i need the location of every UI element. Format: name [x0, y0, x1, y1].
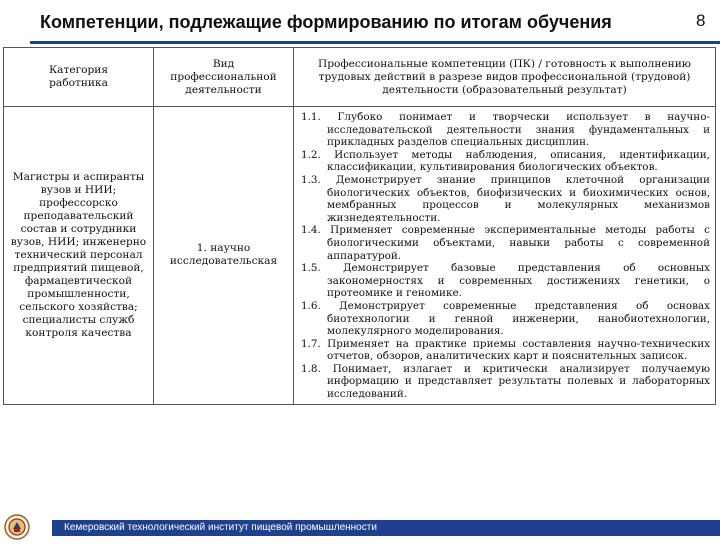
column-header-competencies: Профессиональные компетенции (ПК) / готовность к выполнению трудовых действий в разрезе видов профессиональной (трудовой) деятельности (образовательный результат) — [294, 48, 716, 107]
competency-item: 1.6. Демонстрирует современные представления об основах биотехнологии и генной инженерии, нанобиотехнологии, молекулярного моделирования. — [301, 299, 710, 338]
page-number: 8 — [696, 11, 706, 30]
competencies-cell — [294, 107, 716, 405]
competency-item: 1.5. Демонстрирует базовые представления об основных закономерностях и современных достижениях генетики, о протеомике и геномике. — [301, 262, 710, 300]
table-row — [4, 107, 716, 405]
competency-item: 1.7. Применяет на практике приемы составления научно-технических отчетов, обзоров, аналитических карт и пояснительных записок. — [301, 337, 710, 363]
column-header-activity: Вид профессиональной деятельности — [154, 48, 294, 107]
footer-institution: Кемеровский технологический институт пищевой промышленности — [64, 522, 377, 533]
footer-bar — [52, 520, 720, 536]
competency-item: 1.1. Глубоко понимает и творчески использует в научно-исследовательской деятельности знания фундаментальных и прикладных разделов специальных дисциплин. — [301, 111, 710, 149]
competency-item: 1.2. Использует методы наблюдения, описания, идентификации, классификации, культивирования биологических объектов. — [301, 148, 710, 174]
page-title: Компетенции, подлежащие формированию по итогам обучения — [40, 12, 612, 32]
column-header-category: Категория работника — [4, 48, 154, 107]
activity-cell: 1. научно исследовательская — [154, 107, 294, 405]
category-cell: Магистры и аспиранты вузов и НИИ; профессорско преподавательский состав и сотрудники вузов, НИИ; инженерно технический персонал предприятий пищевой, фармацевтической промышленности, сельского хозяйства; специалисты служб контроля качества — [4, 107, 154, 405]
competency-item: 1.3. Демонстрирует знание принципов клеточной организации биологических объектов, биофизических и биохимических основ, мембранных процессов и молекулярных механизмов жизнедеятельности. — [301, 173, 710, 224]
table-header-row — [4, 48, 716, 107]
institute-emblem-icon — [4, 514, 30, 540]
slide-header — [0, 0, 720, 44]
competency-item: 1.8. Понимает, излагает и критически анализирует получаемую информацию и представляет результаты полевых и лабораторных исследований. — [301, 362, 710, 401]
title-underline — [30, 41, 720, 44]
competencies-table — [3, 47, 716, 405]
competency-item: 1.4. Применяет современные экспериментальные методы работы с биологическими объектами, навыки работы с современной аппаратурой. — [301, 224, 710, 262]
